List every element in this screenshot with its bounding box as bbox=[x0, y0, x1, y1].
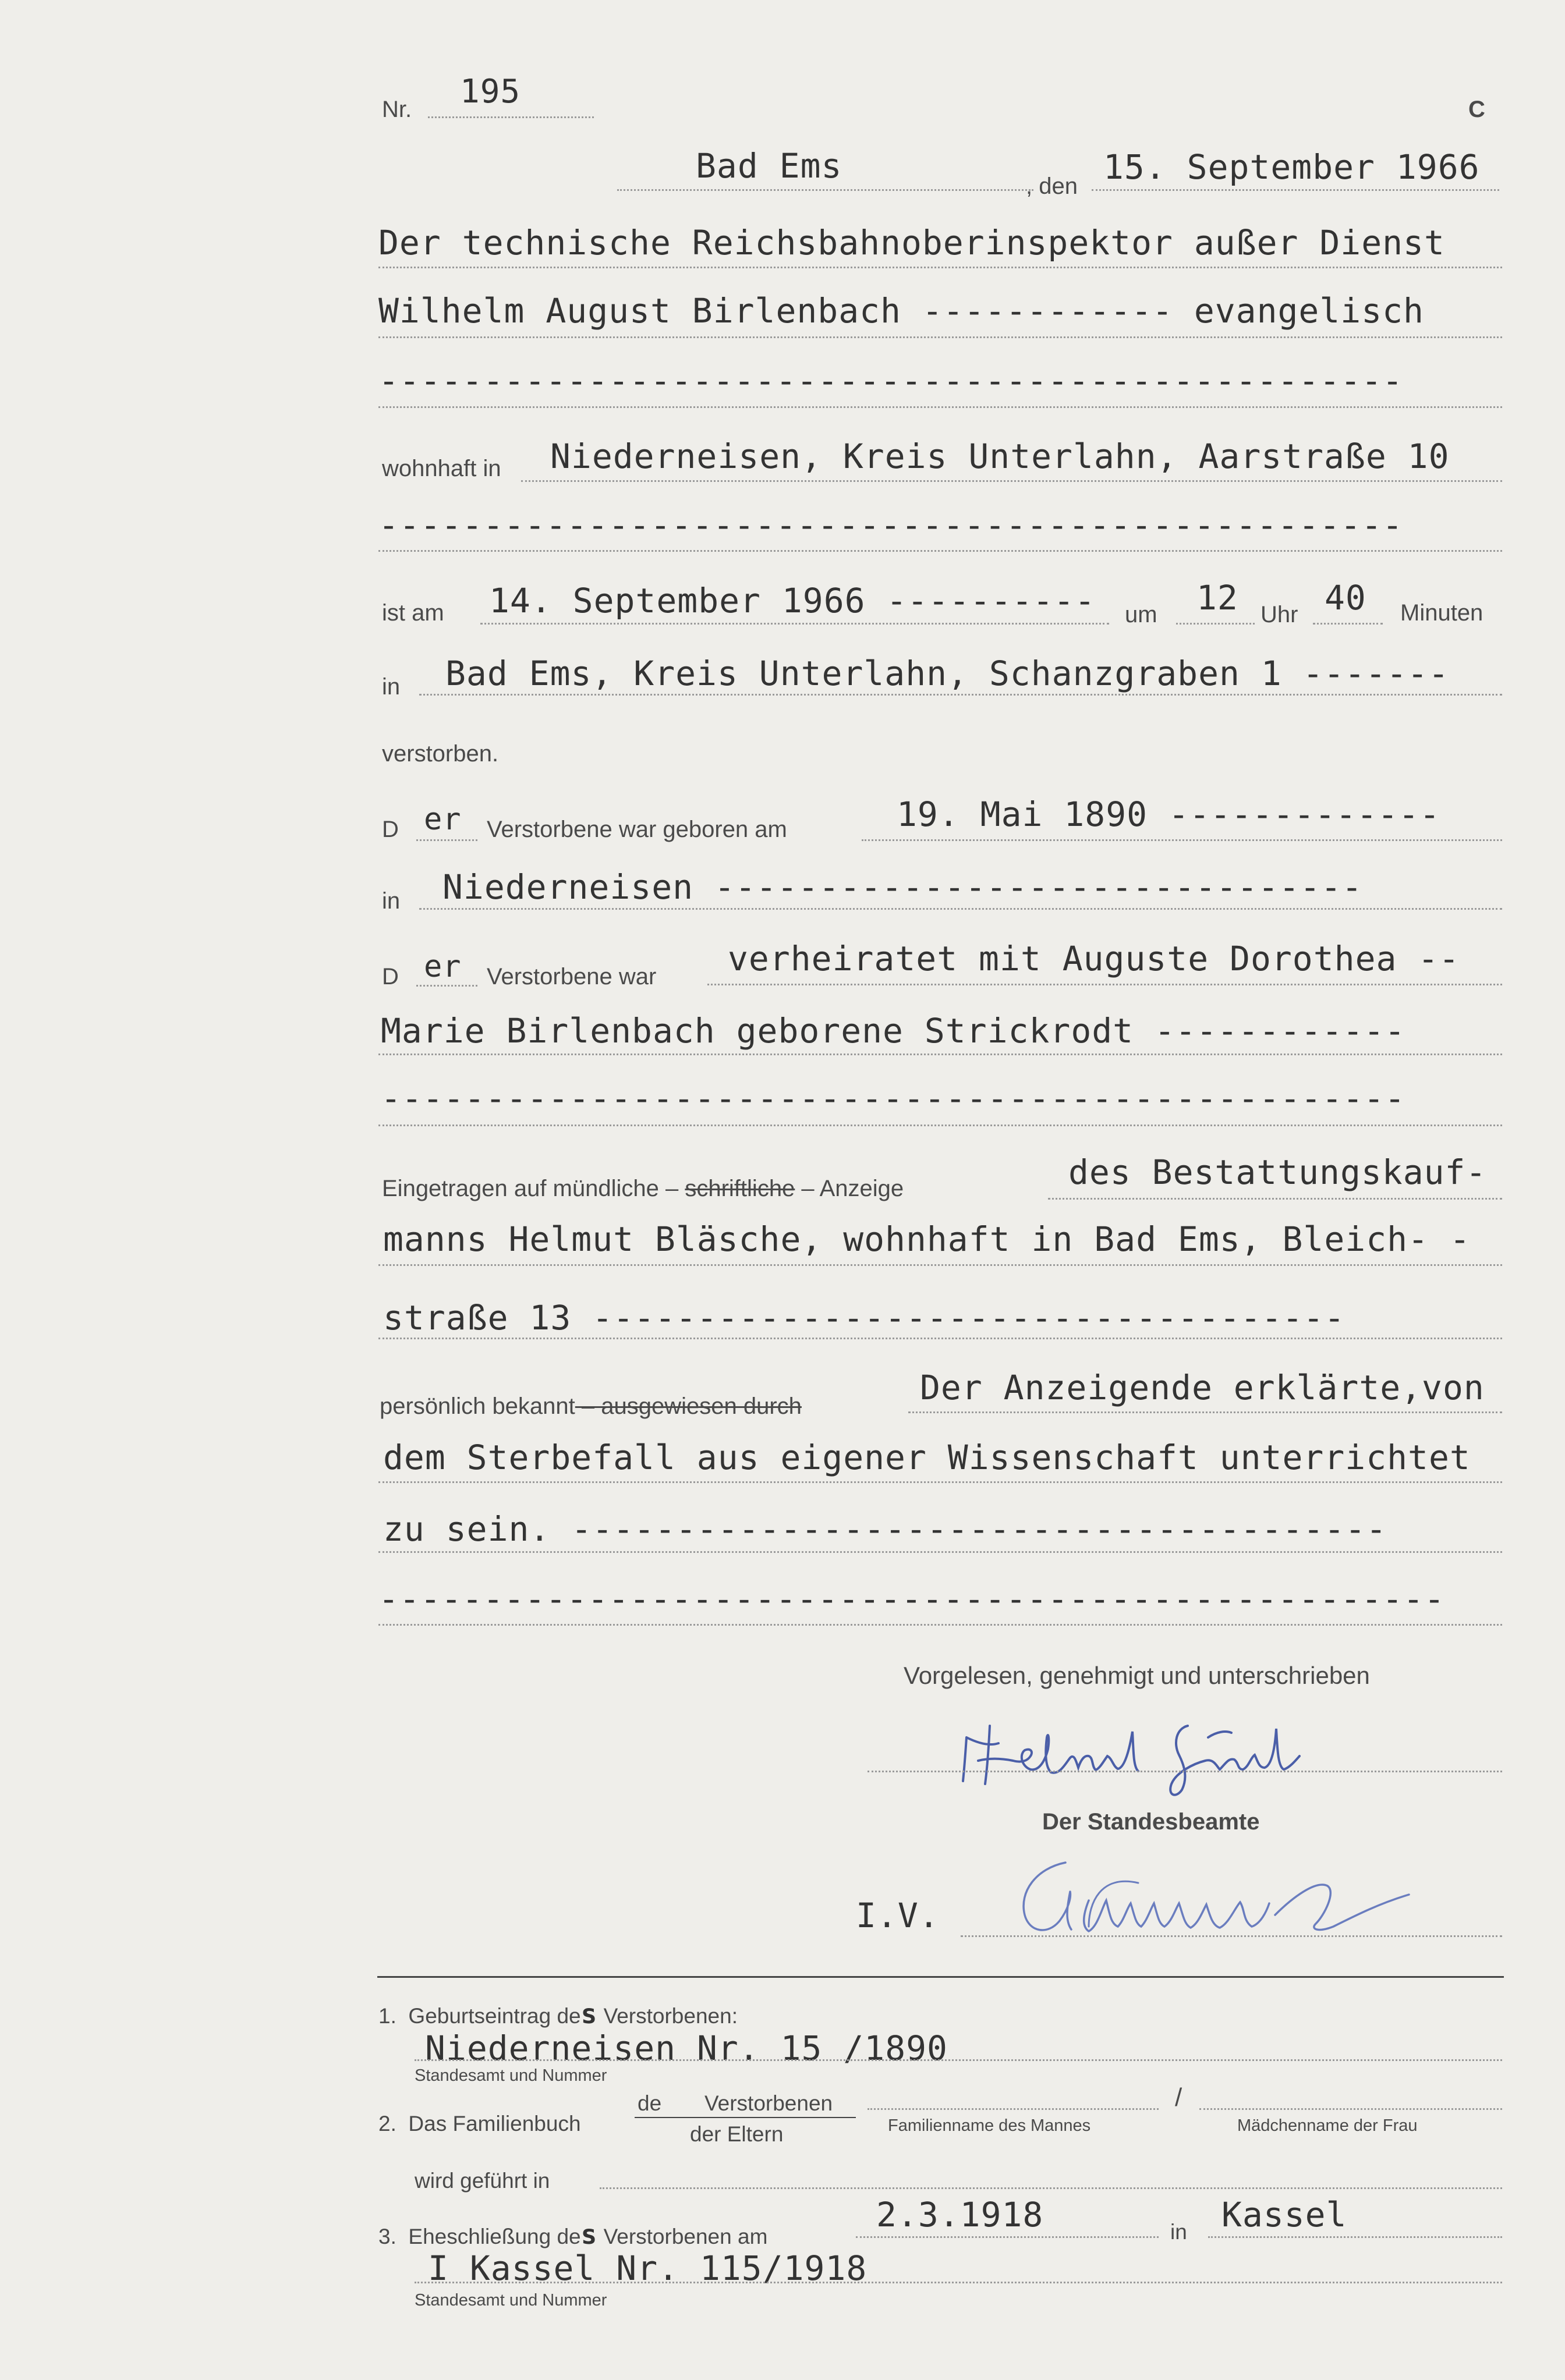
rule bbox=[419, 694, 1502, 696]
registration-line-5: dem Sterbefall aus eigener Wissenschaft unterrichtet bbox=[383, 1438, 1471, 1477]
standesamt-label-1: Standesamt und Nummer bbox=[415, 2066, 607, 2085]
rule bbox=[1199, 2108, 1502, 2110]
marriage-date: 2.3.1918 bbox=[876, 2195, 1044, 2234]
rule bbox=[419, 908, 1502, 910]
marriage-line-3: ------------------------------------------------- bbox=[381, 1079, 1406, 1118]
rule bbox=[868, 1771, 1502, 1772]
registration-line-6: zu sein. --------------------------------------- bbox=[383, 1509, 1387, 1549]
footer-item-3-mid: Verstorbenen am bbox=[597, 2225, 768, 2248]
standesamt-label-2: Standesamt und Nummer bbox=[415, 2291, 607, 2310]
nr-line bbox=[428, 116, 594, 118]
rule bbox=[378, 1551, 1502, 1553]
rule bbox=[415, 2059, 1502, 2061]
rule bbox=[416, 839, 477, 841]
known-label bbox=[380, 1395, 802, 1418]
rule bbox=[378, 1338, 1502, 1339]
signature-registrar-text: Gamm bbox=[1001, 1845, 1004, 1846]
rule bbox=[862, 839, 1502, 841]
footer-item-2-label: 2. Das Familienbuch bbox=[378, 2112, 581, 2136]
residence-label: wohnhaft in bbox=[382, 456, 501, 481]
residence-filler: ------------------------------------------------- bbox=[378, 505, 1404, 545]
registration-line-7: --------------------------------------------------- bbox=[378, 1579, 1445, 1619]
registration-line-4: Der Anzeigende erklärte,von bbox=[920, 1368, 1485, 1407]
marriage-line-1: verheiratet mit Auguste Dorothea -- bbox=[728, 939, 1460, 978]
footer-item-2-slash: / bbox=[1175, 2083, 1182, 2112]
den-label: , den bbox=[1026, 173, 1078, 199]
signature-informant bbox=[943, 1702, 1316, 1801]
birth-date: 19. Mai 1890 ------------- bbox=[897, 794, 1440, 834]
registration-label-struck: schriftliche bbox=[685, 1176, 795, 1201]
rule bbox=[378, 1125, 1502, 1126]
rule bbox=[635, 2117, 856, 2118]
person-line-2: Wilhelm August Birlenbach ------------ evangelisch bbox=[378, 291, 1424, 331]
rule bbox=[378, 1054, 1502, 1055]
registration-label-prefix: Eingetragen auf mündliche – bbox=[382, 1176, 685, 1201]
rule bbox=[600, 2187, 1502, 2189]
footer-separator bbox=[377, 1976, 1504, 1978]
footer-item-1-s: s bbox=[580, 1998, 598, 2030]
rule bbox=[378, 336, 1502, 338]
minuten-label: Minuten bbox=[1400, 600, 1483, 626]
known-label-struck: – ausgewiesen durch bbox=[575, 1393, 802, 1419]
registration-label bbox=[382, 1177, 904, 1200]
footer-item-1-prefix: 1. Geburtseintrag de bbox=[378, 2004, 581, 2028]
rule bbox=[378, 267, 1502, 268]
registration-line-2: manns Helmut Bläsche, wohnhaft in Bad Ems, Bleich- - bbox=[383, 1219, 1471, 1259]
rule bbox=[961, 1935, 1502, 1937]
registration-line-3: straße 13 ------------------------------------ bbox=[383, 1298, 1346, 1338]
rule bbox=[415, 2282, 1502, 2283]
rule bbox=[1208, 2236, 1502, 2238]
birth-er: er bbox=[424, 802, 462, 837]
footer-item-2-mann: Familienname des Mannes bbox=[888, 2116, 1091, 2135]
rule bbox=[521, 480, 1502, 482]
footer-item-3-s: s bbox=[580, 2219, 598, 2250]
ist-am-label: ist am bbox=[382, 600, 444, 626]
rule bbox=[1176, 623, 1255, 625]
rule bbox=[378, 1264, 1502, 1266]
nr-value: 195 bbox=[460, 73, 521, 111]
person-line-3: ------------------------------------------------- bbox=[378, 361, 1404, 400]
footer-item-2-eltern: der Eltern bbox=[690, 2122, 784, 2146]
rule bbox=[378, 406, 1502, 408]
marriage-register-entry: I Kassel Nr. 115/1918 bbox=[428, 2248, 868, 2288]
marriage-place: Kassel bbox=[1221, 2195, 1347, 2234]
footer-item-3-prefix: 3. Eheschließung de bbox=[378, 2225, 581, 2248]
rule bbox=[480, 623, 1109, 625]
birth-label: Verstorbene war geboren am bbox=[487, 817, 787, 842]
rule bbox=[1048, 1198, 1502, 1200]
birth-d-label: D bbox=[382, 817, 399, 842]
marriage-d-label: D bbox=[382, 964, 399, 989]
footer-item-2-frau: Mädchenname der Frau bbox=[1237, 2116, 1418, 2135]
signature-informant-text: Helmut Bläsche bbox=[943, 1702, 948, 1703]
rule bbox=[378, 1481, 1502, 1483]
death-date: 14. September 1966 ---------- bbox=[489, 581, 1096, 620]
footer-item-1-suffix: Verstorbenen: bbox=[597, 2004, 738, 2028]
footer-item-1 bbox=[378, 1998, 738, 2030]
registrar-label: Der Standesbeamte bbox=[1042, 1809, 1260, 1835]
rule bbox=[868, 2108, 1159, 2110]
known-label-text: persönlich bekannt bbox=[380, 1393, 575, 1419]
birth-in-label: in bbox=[382, 888, 401, 914]
rule bbox=[1313, 623, 1383, 625]
nr-label: Nr. bbox=[382, 97, 412, 122]
rule bbox=[416, 985, 477, 987]
rule bbox=[707, 984, 1502, 985]
death-minutes: 40 bbox=[1325, 578, 1366, 618]
registration-date: 15. September 1966 bbox=[1103, 147, 1480, 187]
footer-item-2-verstorbenen: Verstorbenen bbox=[704, 2091, 833, 2115]
residence-value: Niederneisen, Kreis Unterlahn, Aarstraße 10 bbox=[550, 437, 1450, 476]
signature-registrar bbox=[1001, 1845, 1456, 1944]
footer-item-3 bbox=[378, 2221, 767, 2248]
rule bbox=[908, 1411, 1502, 1413]
corner-letter: C bbox=[1468, 97, 1485, 122]
death-place: Bad Ems, Kreis Unterlahn, Schanzgraben 1 ------- bbox=[445, 654, 1450, 693]
marriage-label: Verstorbene war bbox=[487, 964, 657, 989]
birth-register-entry: Niederneisen Nr. 15 /1890 bbox=[425, 2028, 948, 2068]
footer-item-2-gefuehrt: wird geführt in bbox=[415, 2169, 550, 2193]
rule bbox=[378, 1624, 1502, 1626]
registration-label-suffix: – Anzeige bbox=[795, 1176, 904, 1201]
death-in-label: in bbox=[382, 674, 401, 700]
date-line bbox=[1092, 189, 1499, 191]
footer-item-2-de: de bbox=[638, 2091, 662, 2115]
marriage-er: er bbox=[424, 949, 462, 984]
rule bbox=[856, 2236, 1159, 2238]
place-line bbox=[617, 189, 1033, 191]
registration-line-1: des Bestattungskauf- bbox=[1068, 1152, 1487, 1192]
uhr-label: Uhr bbox=[1261, 602, 1298, 627]
verstorben-label: verstorben. bbox=[382, 741, 499, 767]
rule bbox=[378, 550, 1502, 552]
place-of-registration: Bad Ems bbox=[696, 146, 842, 186]
read-approved-label: Vorgelesen, genehmigt und unterschrieben bbox=[904, 1662, 1370, 1689]
person-line-1: Der technische Reichsbahnoberinspektor außer Dienst bbox=[378, 223, 1445, 263]
birth-place: Niederneisen ------------------------------- bbox=[442, 867, 1363, 907]
footer-item-3-in: in bbox=[1170, 2220, 1187, 2244]
death-hour: 12 bbox=[1196, 578, 1238, 618]
iv-label: I.V. bbox=[856, 1896, 940, 1935]
marriage-line-2: Marie Birlenbach geborene Strickrodt ------------ bbox=[381, 1011, 1406, 1051]
um-label: um bbox=[1125, 602, 1157, 627]
